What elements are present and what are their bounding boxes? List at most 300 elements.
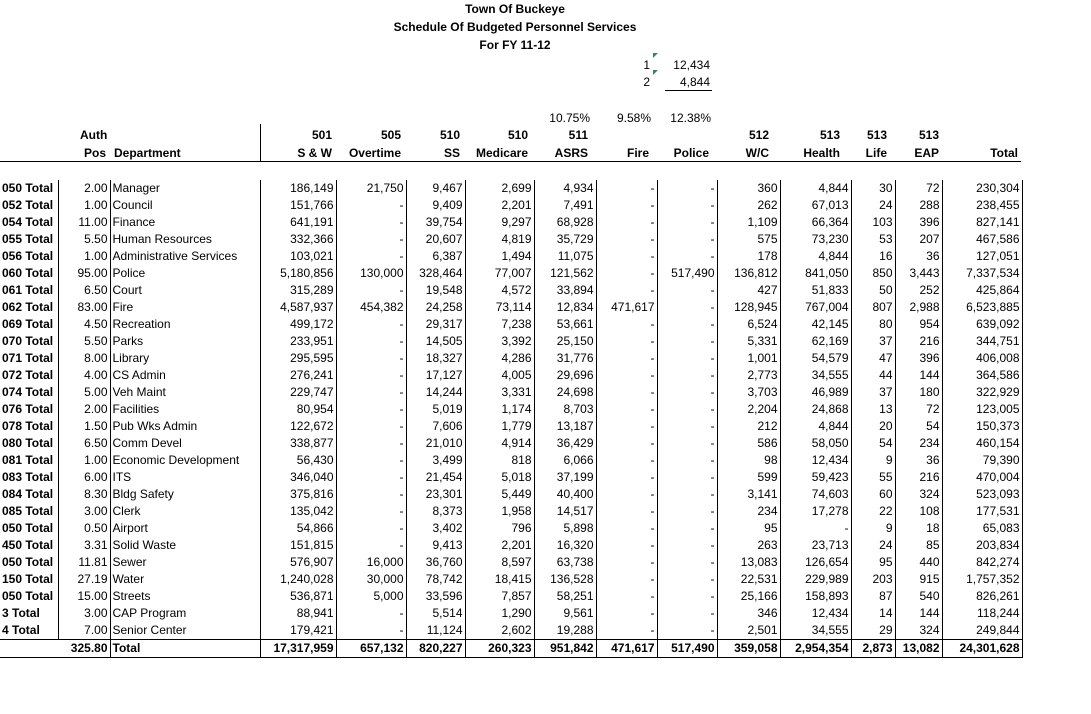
cell-department: Total bbox=[110, 640, 260, 658]
cell-police: - bbox=[657, 299, 717, 316]
cell-ss: 29,317 bbox=[406, 316, 465, 333]
table-row bbox=[0, 503, 1022, 520]
cell-overtime: - bbox=[336, 248, 406, 265]
cell-eap: 3,443 bbox=[895, 265, 942, 282]
cell-total: 118,244 bbox=[942, 605, 1022, 622]
cell-sw: 375,816 bbox=[260, 486, 336, 503]
table-row bbox=[0, 180, 1022, 197]
cell-overtime: - bbox=[336, 622, 406, 640]
cell-overtime: - bbox=[336, 537, 406, 554]
cell-overtime: - bbox=[336, 520, 406, 537]
col-life-header: Life bbox=[865, 146, 887, 160]
cell-wc: 2,501 bbox=[717, 622, 780, 640]
cell-police: - bbox=[657, 435, 717, 452]
cell-medicare: 77,007 bbox=[465, 265, 534, 282]
cell-medicare: 4,005 bbox=[465, 367, 534, 384]
cell-total: 1,757,352 bbox=[942, 571, 1022, 588]
cell-asrs: 6,066 bbox=[534, 452, 596, 469]
cell-police: - bbox=[657, 588, 717, 605]
cell-department: Water bbox=[110, 571, 260, 588]
cell-medicare: 2,602 bbox=[465, 622, 534, 640]
cell-department: Solid Waste bbox=[110, 537, 260, 554]
cell-group-code: 062 Total bbox=[0, 299, 58, 316]
col-505-code: 505 bbox=[380, 128, 401, 142]
table-row bbox=[0, 197, 1022, 214]
cell-group-code: 3 Total bbox=[0, 605, 58, 622]
cell-fire: - bbox=[596, 622, 657, 640]
cell-auth-pos: 6.50 bbox=[58, 282, 110, 299]
col-asrs-header: ASRS bbox=[554, 146, 588, 160]
cell-wc: 1,001 bbox=[717, 350, 780, 367]
cell-wc: 263 bbox=[717, 537, 780, 554]
cell-life: 50 bbox=[851, 282, 895, 299]
note-value: 4,844 bbox=[679, 75, 710, 89]
cell-wc: 136,812 bbox=[717, 265, 780, 282]
cell-ss: 328,464 bbox=[406, 265, 465, 282]
cell-life: 29 bbox=[851, 622, 895, 640]
cell-health: 126,654 bbox=[780, 554, 851, 571]
cell-auth-pos: 3.00 bbox=[58, 605, 110, 622]
cell-wc: 346 bbox=[717, 605, 780, 622]
cell-fire: - bbox=[596, 486, 657, 503]
cell-life: 44 bbox=[851, 367, 895, 384]
cell-department: Economic Development bbox=[110, 452, 260, 469]
cell-fire: - bbox=[596, 554, 657, 571]
cell-medicare: 1,779 bbox=[465, 418, 534, 435]
cell-police: - bbox=[657, 605, 717, 622]
cell-medicare: 5,449 bbox=[465, 486, 534, 503]
cell-group-code: 054 Total bbox=[0, 214, 58, 231]
cell-group-code: 072 Total bbox=[0, 367, 58, 384]
cell-eap: 72 bbox=[895, 401, 942, 418]
cell-ss: 21,454 bbox=[406, 469, 465, 486]
cell-group-code bbox=[0, 640, 58, 658]
cell-life: 9 bbox=[851, 520, 895, 537]
table-row bbox=[0, 299, 1022, 316]
cell-overtime: - bbox=[336, 452, 406, 469]
cell-police: - bbox=[657, 622, 717, 640]
cell-fire: - bbox=[596, 282, 657, 299]
cell-health: 62,169 bbox=[780, 333, 851, 350]
cell-total: 6,523,885 bbox=[942, 299, 1022, 316]
cell-overtime: 5,000 bbox=[336, 588, 406, 605]
cell-group-code: 050 Total bbox=[0, 520, 58, 537]
col-sw-header: S & W bbox=[297, 146, 332, 160]
cell-group-code: 083 Total bbox=[0, 469, 58, 486]
cell-wc: 128,945 bbox=[717, 299, 780, 316]
cell-wc: 5,331 bbox=[717, 333, 780, 350]
cell-auth-pos: 6.00 bbox=[58, 469, 110, 486]
cell-ss: 19,548 bbox=[406, 282, 465, 299]
cell-life: 47 bbox=[851, 350, 895, 367]
cell-asrs: 8,703 bbox=[534, 401, 596, 418]
cell-medicare: 4,819 bbox=[465, 231, 534, 248]
cell-health: 23,713 bbox=[780, 537, 851, 554]
cell-health: 12,434 bbox=[780, 452, 851, 469]
cell-fire: - bbox=[596, 384, 657, 401]
note-number: 1 bbox=[643, 58, 650, 72]
table-row bbox=[0, 486, 1022, 503]
cell-police: - bbox=[657, 180, 717, 197]
cell-asrs: 33,894 bbox=[534, 282, 596, 299]
cell-auth-pos: 1.00 bbox=[58, 197, 110, 214]
cell-health: 841,050 bbox=[780, 265, 851, 282]
cell-total: 406,008 bbox=[942, 350, 1022, 367]
cell-sw: 315,289 bbox=[260, 282, 336, 299]
col-auth-header: Auth bbox=[80, 128, 108, 142]
col-department-header: Department bbox=[114, 146, 181, 160]
cell-eap: 396 bbox=[895, 214, 942, 231]
cell-eap: 54 bbox=[895, 418, 942, 435]
cell-auth-pos: 27.19 bbox=[58, 571, 110, 588]
table-row bbox=[0, 588, 1022, 605]
cell-health: 67,013 bbox=[780, 197, 851, 214]
cell-life: 37 bbox=[851, 384, 895, 401]
cell-asrs: 68,928 bbox=[534, 214, 596, 231]
cell-auth-pos: 8.00 bbox=[58, 350, 110, 367]
cell-total: 150,373 bbox=[942, 418, 1022, 435]
cell-overtime: - bbox=[336, 316, 406, 333]
cell-health: 58,050 bbox=[780, 435, 851, 452]
cell-medicare: 18,415 bbox=[465, 571, 534, 588]
cell-asrs: 35,729 bbox=[534, 231, 596, 248]
cell-sw: 576,907 bbox=[260, 554, 336, 571]
cell-eap: 324 bbox=[895, 486, 942, 503]
cell-eap: 954 bbox=[895, 316, 942, 333]
cell-health: 17,278 bbox=[780, 503, 851, 520]
table-row bbox=[0, 605, 1022, 622]
cell-fire: 471,617 bbox=[596, 299, 657, 316]
cell-group-code: 050 Total bbox=[0, 180, 58, 197]
col-510-medicare-code: 510 bbox=[507, 128, 528, 142]
cell-auth-pos: 11.81 bbox=[58, 554, 110, 571]
cell-department: Court bbox=[110, 282, 260, 299]
cell-medicare: 4,286 bbox=[465, 350, 534, 367]
cell-overtime: 454,382 bbox=[336, 299, 406, 316]
cell-auth-pos: 8.30 bbox=[58, 486, 110, 503]
cell-eap: 207 bbox=[895, 231, 942, 248]
cell-life: 87 bbox=[851, 588, 895, 605]
cell-sw: 332,366 bbox=[260, 231, 336, 248]
table-row bbox=[0, 452, 1022, 469]
cell-police: - bbox=[657, 452, 717, 469]
cell-medicare: 73,114 bbox=[465, 299, 534, 316]
cell-eap: 36 bbox=[895, 248, 942, 265]
cell-ss: 5,019 bbox=[406, 401, 465, 418]
table-row bbox=[0, 622, 1022, 640]
cell-fire: - bbox=[596, 367, 657, 384]
cell-wc: 3,141 bbox=[717, 486, 780, 503]
cell-medicare: 2,201 bbox=[465, 197, 534, 214]
cell-fire: - bbox=[596, 571, 657, 588]
cell-total: 523,093 bbox=[942, 486, 1022, 503]
cell-asrs: 19,288 bbox=[534, 622, 596, 640]
cell-fire: - bbox=[596, 452, 657, 469]
cell-total: 639,092 bbox=[942, 316, 1022, 333]
cell-fire: - bbox=[596, 435, 657, 452]
cell-asrs: 13,187 bbox=[534, 418, 596, 435]
cell-life: 53 bbox=[851, 231, 895, 248]
cell-wc: 212 bbox=[717, 418, 780, 435]
cell-overtime: - bbox=[336, 384, 406, 401]
col-512-code: 512 bbox=[748, 128, 769, 142]
cell-ss: 14,505 bbox=[406, 333, 465, 350]
table-row bbox=[0, 265, 1022, 282]
cell-group-code: 055 Total bbox=[0, 231, 58, 248]
cell-group-code: 080 Total bbox=[0, 435, 58, 452]
cell-life: 55 bbox=[851, 469, 895, 486]
cell-eap: 234 bbox=[895, 435, 942, 452]
col-513-life-code: 513 bbox=[866, 128, 887, 142]
col-eap-header: EAP bbox=[914, 146, 939, 160]
cell-sw: 88,941 bbox=[260, 605, 336, 622]
cell-fire: - bbox=[596, 469, 657, 486]
cell-department: Streets bbox=[110, 588, 260, 605]
cell-auth-pos: 0.50 bbox=[58, 520, 110, 537]
comment-indicator-icon bbox=[653, 53, 658, 58]
col-police-header: Police bbox=[673, 146, 709, 160]
cell-group-code: 074 Total bbox=[0, 384, 58, 401]
cell-overtime: - bbox=[336, 605, 406, 622]
cell-total: 827,141 bbox=[942, 214, 1022, 231]
cell-sw: 151,766 bbox=[260, 197, 336, 214]
cell-fire: - bbox=[596, 180, 657, 197]
cell-health: 34,555 bbox=[780, 367, 851, 384]
cell-police: - bbox=[657, 520, 717, 537]
cell-total: 460,154 bbox=[942, 435, 1022, 452]
cell-total: 203,834 bbox=[942, 537, 1022, 554]
rate-asrs: 10.75% bbox=[549, 111, 590, 125]
cell-medicare: 1,958 bbox=[465, 503, 534, 520]
cell-ss: 9,413 bbox=[406, 537, 465, 554]
cell-auth-pos: 4.00 bbox=[58, 367, 110, 384]
cell-group-code: 4 Total bbox=[0, 622, 58, 640]
cell-fire: - bbox=[596, 520, 657, 537]
cell-group-code: 085 Total bbox=[0, 503, 58, 520]
col-510-code: 510 bbox=[439, 128, 460, 142]
cell-asrs: 24,698 bbox=[534, 384, 596, 401]
cell-police: - bbox=[657, 503, 717, 520]
cell-medicare: 8,597 bbox=[465, 554, 534, 571]
cell-overtime: - bbox=[336, 231, 406, 248]
cell-asrs: 31,776 bbox=[534, 350, 596, 367]
cell-eap: 252 bbox=[895, 282, 942, 299]
table-row bbox=[0, 571, 1022, 588]
cell-auth-pos: 11.00 bbox=[58, 214, 110, 231]
table-row bbox=[0, 418, 1022, 435]
cell-eap: 288 bbox=[895, 197, 942, 214]
cell-total: 842,274 bbox=[942, 554, 1022, 571]
cell-life: 24 bbox=[851, 537, 895, 554]
cell-department: Council bbox=[110, 197, 260, 214]
cell-auth-pos: 1.00 bbox=[58, 248, 110, 265]
cell-overtime: - bbox=[336, 418, 406, 435]
cell-police: - bbox=[657, 401, 717, 418]
cell-police: - bbox=[657, 248, 717, 265]
cell-department: CAP Program bbox=[110, 605, 260, 622]
table-row bbox=[0, 214, 1022, 231]
cell-life: 103 bbox=[851, 214, 895, 231]
cell-fire: - bbox=[596, 197, 657, 214]
cell-wc: 178 bbox=[717, 248, 780, 265]
cell-sw: 338,877 bbox=[260, 435, 336, 452]
cell-sw: 54,866 bbox=[260, 520, 336, 537]
rate-police: 12.38% bbox=[670, 111, 711, 125]
cell-eap: 36 bbox=[895, 452, 942, 469]
cell-life: 80 bbox=[851, 316, 895, 333]
note-value: 12,434 bbox=[673, 58, 710, 72]
cell-police: - bbox=[657, 418, 717, 435]
cell-medicare: 7,857 bbox=[465, 588, 534, 605]
cell-department: Human Resources bbox=[110, 231, 260, 248]
cell-wc: 575 bbox=[717, 231, 780, 248]
cell-life: 203 bbox=[851, 571, 895, 588]
col-pos-header: Pos bbox=[84, 146, 107, 160]
cell-police: - bbox=[657, 469, 717, 486]
cell-health: 54,579 bbox=[780, 350, 851, 367]
cell-group-code: 056 Total bbox=[0, 248, 58, 265]
table-row bbox=[0, 333, 1022, 350]
cell-life: 24 bbox=[851, 197, 895, 214]
cell-group-code: 052 Total bbox=[0, 197, 58, 214]
cell-police: - bbox=[657, 537, 717, 554]
cell-medicare: 1,174 bbox=[465, 401, 534, 418]
cell-eap: 540 bbox=[895, 588, 942, 605]
cell-group-code: 078 Total bbox=[0, 418, 58, 435]
cell-eap: 915 bbox=[895, 571, 942, 588]
cell-eap: 396 bbox=[895, 350, 942, 367]
cell-total: 79,390 bbox=[942, 452, 1022, 469]
cell-wc: 586 bbox=[717, 435, 780, 452]
cell-health: 4,844 bbox=[780, 248, 851, 265]
cell-sw: 179,421 bbox=[260, 622, 336, 640]
cell-asrs: 14,517 bbox=[534, 503, 596, 520]
cell-medicare: 3,331 bbox=[465, 384, 534, 401]
cell-life: 850 bbox=[851, 265, 895, 282]
cell-total: 24,301,628 bbox=[942, 640, 1022, 658]
cell-department: Manager bbox=[110, 180, 260, 197]
table-row bbox=[0, 554, 1022, 571]
cell-auth-pos: 5.50 bbox=[58, 231, 110, 248]
cell-life: 60 bbox=[851, 486, 895, 503]
cell-life: 2,873 bbox=[851, 640, 895, 658]
cell-auth-pos: 5.50 bbox=[58, 333, 110, 350]
cell-department: Fire bbox=[110, 299, 260, 316]
cell-fire: - bbox=[596, 248, 657, 265]
cell-wc: 13,083 bbox=[717, 554, 780, 571]
cell-health: - bbox=[780, 520, 851, 537]
cell-eap: 144 bbox=[895, 367, 942, 384]
cell-life: 54 bbox=[851, 435, 895, 452]
cell-medicare: 1,494 bbox=[465, 248, 534, 265]
cell-total: 249,844 bbox=[942, 622, 1022, 640]
cell-police: - bbox=[657, 231, 717, 248]
cell-health: 46,989 bbox=[780, 384, 851, 401]
cell-health: 2,954,354 bbox=[780, 640, 851, 658]
table-row bbox=[0, 367, 1022, 384]
cell-sw: 17,317,959 bbox=[260, 640, 336, 658]
cell-total: 364,586 bbox=[942, 367, 1022, 384]
cell-sw: 641,191 bbox=[260, 214, 336, 231]
cell-asrs: 11,075 bbox=[534, 248, 596, 265]
cell-ss: 17,127 bbox=[406, 367, 465, 384]
cell-department: Senior Center bbox=[110, 622, 260, 640]
cell-ss: 21,010 bbox=[406, 435, 465, 452]
cell-fire: - bbox=[596, 265, 657, 282]
cell-auth-pos: 2.00 bbox=[58, 401, 110, 418]
cell-total: 177,531 bbox=[942, 503, 1022, 520]
cell-total: 7,337,534 bbox=[942, 265, 1022, 282]
cell-eap: 144 bbox=[895, 605, 942, 622]
cell-group-code: 076 Total bbox=[0, 401, 58, 418]
cell-life: 16 bbox=[851, 248, 895, 265]
cell-asrs: 121,562 bbox=[534, 265, 596, 282]
cell-department: Airport bbox=[110, 520, 260, 537]
cell-wc: 427 bbox=[717, 282, 780, 299]
cell-health: 66,364 bbox=[780, 214, 851, 231]
cell-sw: 151,815 bbox=[260, 537, 336, 554]
cell-fire: - bbox=[596, 231, 657, 248]
cell-wc: 95 bbox=[717, 520, 780, 537]
cell-total: 127,051 bbox=[942, 248, 1022, 265]
cell-fire: - bbox=[596, 537, 657, 554]
cell-life: 13 bbox=[851, 401, 895, 418]
cell-ss: 7,606 bbox=[406, 418, 465, 435]
cell-sw: 103,021 bbox=[260, 248, 336, 265]
cell-sw: 233,951 bbox=[260, 333, 336, 350]
cell-group-code: 450 Total bbox=[0, 537, 58, 554]
cell-eap: 216 bbox=[895, 469, 942, 486]
cell-asrs: 36,429 bbox=[534, 435, 596, 452]
table-row bbox=[0, 401, 1022, 418]
cell-wc: 599 bbox=[717, 469, 780, 486]
cell-ss: 18,327 bbox=[406, 350, 465, 367]
cell-wc: 3,703 bbox=[717, 384, 780, 401]
cell-medicare: 2,201 bbox=[465, 537, 534, 554]
cell-group-code: 084 Total bbox=[0, 486, 58, 503]
cell-police: - bbox=[657, 282, 717, 299]
cell-eap: 18 bbox=[895, 520, 942, 537]
cell-wc: 2,773 bbox=[717, 367, 780, 384]
cell-sw: 536,871 bbox=[260, 588, 336, 605]
cell-ss: 36,760 bbox=[406, 554, 465, 571]
cell-auth-pos: 325.80 bbox=[58, 640, 110, 658]
col-fire-header: Fire bbox=[626, 146, 649, 160]
cell-health: 4,844 bbox=[780, 418, 851, 435]
cell-police: - bbox=[657, 384, 717, 401]
cell-health: 34,555 bbox=[780, 622, 851, 640]
table-row bbox=[0, 350, 1022, 367]
cell-sw: 135,042 bbox=[260, 503, 336, 520]
cell-asrs: 63,738 bbox=[534, 554, 596, 571]
cell-asrs: 5,898 bbox=[534, 520, 596, 537]
cell-sw: 5,180,856 bbox=[260, 265, 336, 282]
table-row bbox=[0, 469, 1022, 486]
cell-health: 24,868 bbox=[780, 401, 851, 418]
cell-police: - bbox=[657, 486, 717, 503]
cell-police: - bbox=[657, 333, 717, 350]
cell-group-code: 070 Total bbox=[0, 333, 58, 350]
report-title: Town Of Buckeye bbox=[465, 2, 565, 16]
cell-eap: 180 bbox=[895, 384, 942, 401]
cell-overtime: 21,750 bbox=[336, 180, 406, 197]
note-number: 2 bbox=[643, 75, 650, 89]
cell-total: 344,751 bbox=[942, 333, 1022, 350]
cell-sw: 276,241 bbox=[260, 367, 336, 384]
table-row bbox=[0, 248, 1022, 265]
cell-department: Veh Maint bbox=[110, 384, 260, 401]
cell-asrs: 53,661 bbox=[534, 316, 596, 333]
